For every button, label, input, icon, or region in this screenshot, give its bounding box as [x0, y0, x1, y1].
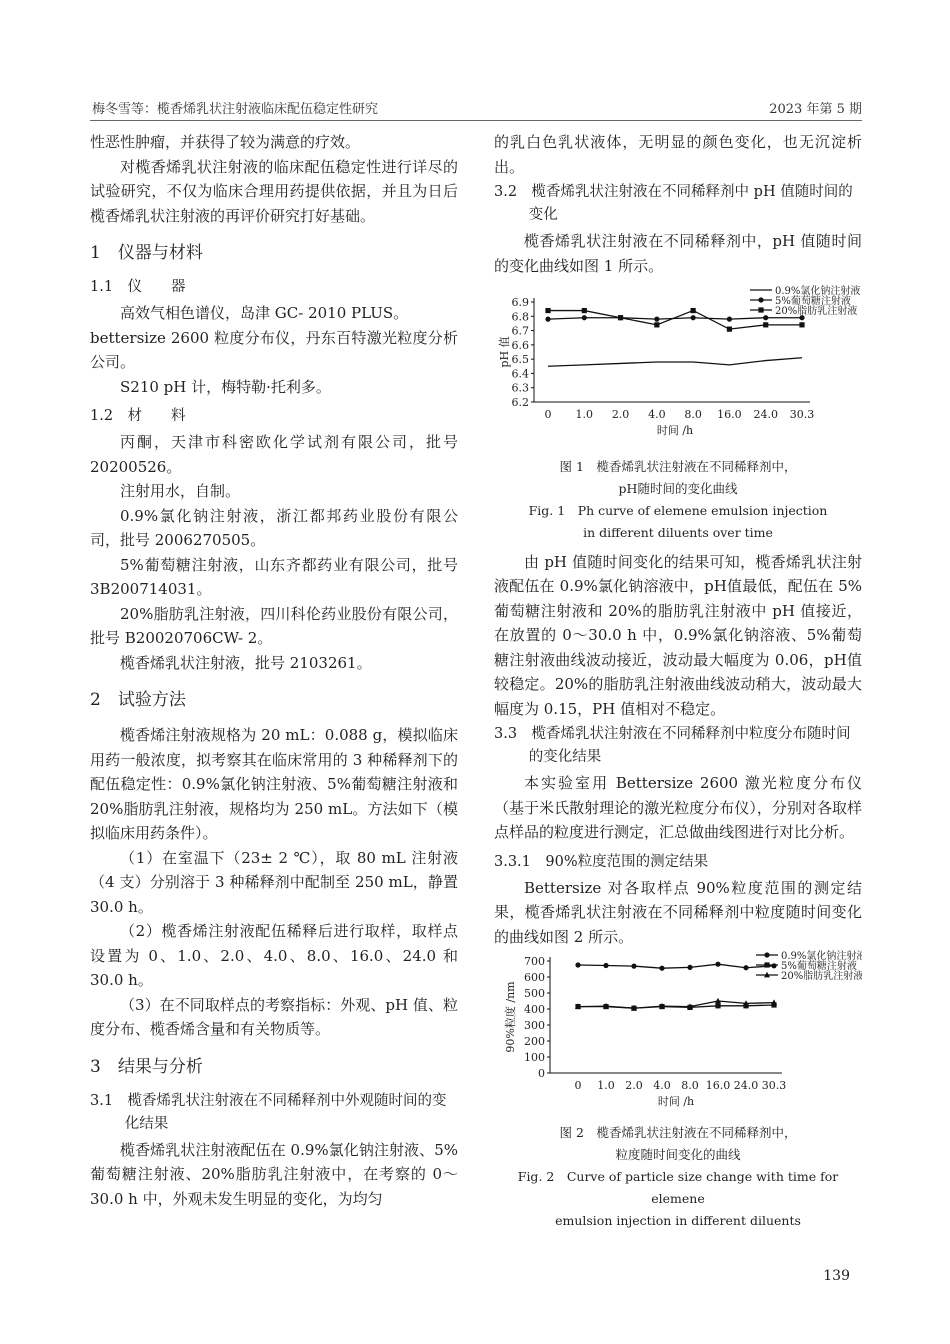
paragraph: 0.9%氯化钠注射液，浙江都邦药业股份有限公司，批号 2006270505。: [90, 506, 458, 549]
x-tick-label: 2.0: [611, 408, 630, 421]
data-point: [799, 322, 804, 327]
data-point: [727, 327, 732, 332]
y-axis-label: 90%粒度 /nm: [504, 981, 517, 1053]
paragraph: 榄香烯乳状注射液配伍在 0.9%氯化钠注射液、5%葡萄糖注射液、20%脂肪乳注射液中，在考察的 0～30.0 h 中，外观未发生明显的变化，为均匀: [90, 1140, 458, 1208]
y-tick-label: 100: [524, 1051, 545, 1064]
x-tick-label: 24.0: [733, 1079, 759, 1092]
x-tick-label: 8.0: [684, 408, 702, 421]
figure-caption: Fig. 1 Ph curve of elemene emulsion injection: [528, 502, 828, 518]
section-heading: 2 试验方法: [90, 690, 186, 710]
data-point: [575, 962, 580, 967]
x-tick-label: 4.0: [648, 408, 666, 421]
page-number: 139: [823, 1268, 850, 1284]
x-tick-label: 0: [574, 1079, 582, 1092]
legend-label: 5%葡萄糖注射液: [781, 961, 857, 972]
paragraph: 20%脂肪乳注射液，四川科伦药业股份有限公司，批号 B20020706CW- 2。: [90, 604, 458, 647]
y-tick-label: 6.5: [511, 353, 529, 367]
paragraph: S210 pH 计，梅特勒·托利多。: [120, 377, 331, 396]
figure-caption: 图 2 榄香烯乳状注射液在不同稀释剂中，: [559, 1124, 797, 1140]
right-column: [494, 130, 862, 1232]
data-point: [758, 307, 763, 312]
legend-label: 20%脂肪乳注射液: [781, 971, 862, 982]
y-axis-label: pH 值: [498, 336, 511, 368]
data-point: [631, 964, 636, 969]
x-tick-label: 24.0: [753, 408, 778, 421]
subsection-heading: 3.3.1 90%粒度范围的测定结果: [494, 853, 709, 870]
header-rule: [90, 120, 862, 121]
y-tick-label: 6.6: [511, 338, 529, 352]
y-tick-label: 600: [524, 971, 545, 984]
paragraph: 由 pH 值随时间变化的结果可知，榄香烯乳状注射液配伍在 0.9%氯化钠溶液中，pH值最低，配伍在 5%葡萄糖注射液和 20%的脂肪乳注射液中 pH 值接近，在放置的 0～30.0 h 中，0.9%氯化钠溶液、5%葡萄糖注射液曲线波动接近，波动最大幅度为 0.06，pH值较稳定。20%的脂肪乳注射液曲线波动稍大，波动最大幅度为 0.15，PH 值相对不稳定。: [494, 552, 862, 718]
paragraph: 榄香烯乳状注射液，批号 2103261。: [120, 653, 372, 672]
figure-caption: emulsion injection in different diluents: [555, 1212, 801, 1228]
legend-label: 0.9%氯化钠注射液: [781, 951, 862, 962]
y-tick-label: 6.8: [511, 310, 529, 324]
subsection-heading: 3.2 榄香烯乳状注射液在不同稀释剂中 pH 值随时间的变化: [494, 184, 853, 223]
x-tick-label: 4.0: [653, 1079, 671, 1092]
x-tick-label: 1.0: [597, 1079, 615, 1092]
y-tick-label: 400: [524, 1003, 545, 1016]
legend-label: 20%脂肪乳注射液: [775, 306, 858, 317]
data-point: [618, 315, 623, 320]
x-tick-label: 30.3: [789, 408, 815, 421]
figure-2: [494, 949, 862, 1122]
subsection-heading: 1.2 材 料: [90, 408, 186, 424]
paragraph: 对榄香烯乳状注射液的临床配伍稳定性进行详尽的试验研究，不仅为临床合理用药提供依据，并且为日后榄香烯乳状注射液的再评价研究打好基础。: [90, 157, 458, 225]
y-tick-label: 0: [538, 1067, 545, 1080]
section-heading: 3 结果与分析: [90, 1056, 203, 1077]
data-point: [654, 317, 659, 322]
paragraph: （1）在室温下（23± 2 ℃），取 80 mL 注射液（4 支）分别溶于 3 种稀释剂中配制至 250 mL，静置 30.0 h。: [90, 848, 458, 916]
paragraph: 注射用水，自制。: [120, 482, 241, 500]
data-point: [654, 322, 659, 327]
x-axis-label: 时间 /h: [656, 424, 694, 437]
y-tick-label: 200: [524, 1035, 545, 1048]
data-point: [545, 317, 550, 322]
data-point: [758, 297, 763, 302]
y-tick-label: 300: [524, 1019, 545, 1032]
paragraph: bettersize 2600 粒度分布仪，丹东百特激光粒度分析公司。: [90, 328, 458, 371]
y-tick-label: 6.4: [511, 367, 529, 381]
x-tick-label: 8.0: [681, 1079, 699, 1092]
paragraph: 榄香烯注射液规格为 20 mL：0.088 g，模拟临床用药一般浓度，拟考察其在临床常用的 3 种稀释剂下的配伍稳定性：0.9%氯化钠注射液、5%葡萄糖注射液和 20%脂肪乳注射液，规格均为 250 mL。方法如下（模拟临床用药条件）。: [90, 726, 458, 842]
running-header-title: 梅冬雪等：榄香烯乳状注射液临床配伍稳定性研究: [92, 102, 379, 117]
x-tick-label: 30.3: [761, 1079, 787, 1092]
data-point: [603, 963, 608, 968]
paragraph: 高效气相色谱仪，岛津 GC- 2010 PLUS。: [120, 304, 409, 322]
data-point: [545, 308, 550, 313]
data-point: [687, 965, 692, 970]
x-tick-label: 1.0: [575, 408, 594, 421]
data-point: [771, 963, 776, 968]
figure-caption: Fig. 2 Curve of particle size change with time for elemene: [517, 1168, 839, 1206]
data-point: [764, 962, 769, 967]
x-tick-label: 16.0: [717, 408, 742, 421]
y-tick-label: 6.7: [511, 324, 529, 338]
paragraph: 性恶性肿瘤，并获得了较为满意的疗效。: [90, 133, 361, 151]
section-heading: 1 仪器与材料: [90, 243, 203, 263]
data-point: [743, 965, 748, 970]
paragraph: 5%葡萄糖注射液，山东齐都药业有限公司，批号 3B200714031。: [90, 555, 458, 598]
figure-caption: pH随时间的变化曲线: [618, 480, 738, 496]
left-column: [90, 130, 458, 1211]
subsection-heading: 3.1 榄香烯乳状注射液在不同稀释剂中外观随时间的变化结果: [90, 1092, 447, 1132]
running-header-issue: 2023 年第 5 期: [769, 102, 862, 117]
series-line: [548, 358, 802, 367]
ph-chart: [494, 278, 862, 448]
y-tick-label: 6.2: [511, 396, 529, 409]
subsection-heading: 1.1 仪 器: [90, 279, 186, 295]
data-point: [715, 962, 720, 967]
x-tick-label: 16.0: [705, 1079, 731, 1092]
subsection-heading: 3.3 榄香烯乳状注射液在不同稀释剂中粒度分布随时间的变化结果: [494, 726, 851, 765]
data-point: [715, 1003, 720, 1008]
data-point: [582, 315, 587, 320]
paragraph: 丙酮，天津市科密欧化学试剂有限公司，批号 20200526。: [90, 433, 458, 476]
data-point: [763, 322, 768, 327]
y-tick-label: 6.3: [511, 381, 529, 395]
paragraph: Bettersize 对各取样点 90%粒度范围的测定结果，榄香烯乳状注射液在不同稀释剂中粒度随时间变化的曲线如图 2 所示。: [494, 878, 862, 946]
figure-caption: 粒度随时间变化的曲线: [615, 1146, 741, 1162]
figure-caption: in different diluents over time: [583, 524, 773, 540]
data-point: [727, 317, 732, 322]
paragraph: （2）榄香烯注射液配伍稀释后进行取样，取样点设置为 0、1.0、2.0、4.0、8.0、16.0、24.0 和 30.0 h。: [90, 922, 458, 989]
y-tick-label: 700: [524, 955, 545, 968]
data-point: [691, 308, 696, 313]
legend-label: 0.9%氯化钠注射液: [775, 286, 861, 297]
paragraph: 榄香烯乳状注射液在不同稀释剂中，pH 值随时间的变化曲线如图 1 所示。: [494, 232, 862, 275]
figure-1: [494, 278, 862, 456]
data-point: [764, 952, 769, 957]
legend-label: 5%葡萄糖注射液: [775, 296, 851, 307]
figure-caption: 图 1 榄香烯乳状注射液在不同稀释剂中，: [559, 458, 797, 474]
x-tick-label: 0: [544, 408, 552, 421]
paragraph: 本实验室用 Bettersize 2600 激光粒度分布仪（基于米氏散射理论的激光粒度分布仪），分别对各取样点样品的粒度进行测定，汇总做曲线图进行对比分析。: [494, 774, 862, 841]
y-tick-label: 500: [524, 987, 545, 1000]
data-point: [691, 315, 696, 320]
y-tick-label: 6.9: [511, 296, 529, 309]
paragraph: （3）在不同取样点的考察指标：外观、pH 值、粒度分布、榄香烯含量和有关物质等。: [90, 995, 458, 1038]
x-tick-label: 2.0: [625, 1079, 643, 1092]
paragraph: 的乳白色乳状液体，无明显的颜色变化，也无沉淀析出。: [494, 133, 862, 176]
data-point: [763, 315, 768, 320]
x-axis-label: 时间 /h: [657, 1095, 695, 1108]
particle-size-chart: [494, 949, 862, 1114]
data-point: [582, 308, 587, 313]
data-point: [659, 966, 664, 971]
